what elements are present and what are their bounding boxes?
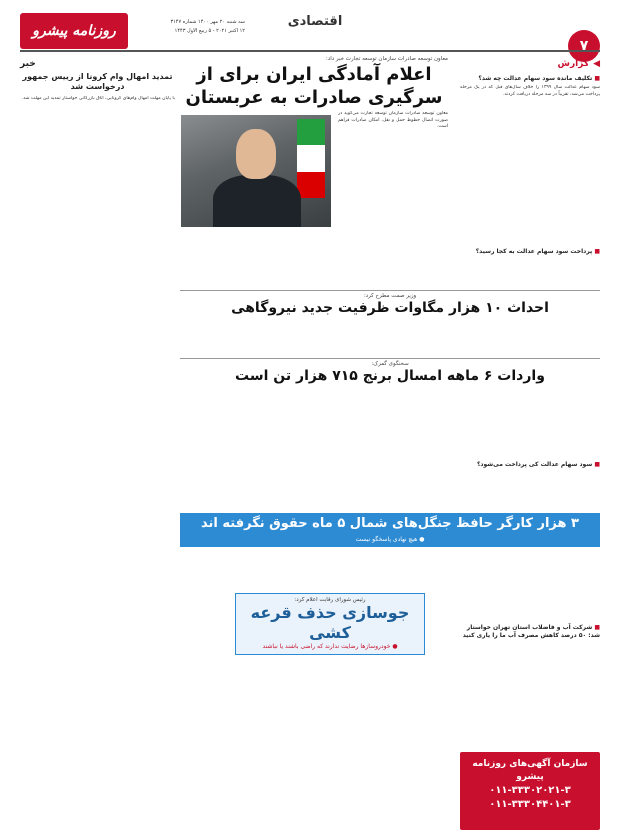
- newspaper-logo: روزنامه پیشرو: [20, 13, 128, 49]
- lead-headline: اعلام آمادگی ایران برای از سرگیری صادرات به عربستان: [185, 64, 443, 108]
- story-3-col-2: [322, 388, 458, 508]
- person-silhouette-body: [213, 175, 301, 227]
- right-title-3-text: سود سهام عدالت کی پرداخت می‌شود؟: [476, 461, 593, 468]
- lead-story: [180, 56, 448, 281]
- right-text-1: [460, 85, 600, 245]
- right-title-2-text: پرداخت سود سهام عدالت به کجا رسید؟: [475, 248, 593, 255]
- person-silhouette-head: [236, 129, 276, 179]
- ad-phone-1: ۰۱۱-۳۳۳۰۲۰۲۱-۳: [489, 785, 571, 796]
- lead-body-content: معاون توسعه صادرات سازمان توسعه تجارت می‌گوید در صورت اتصال خطوط حمل و نقل، امکان صادرات فراهم است.: [338, 111, 448, 130]
- right-column-header-label: گزارش: [557, 59, 590, 69]
- issue-line-2: ۱۲ اکتبر ۲۰۲۱ - ۵ ربیع الاول ۱۴۴۳: [174, 28, 245, 34]
- right-text-1-content: سود سهام عدالت سال ۱۳۹۹ را خلاف سال‌های قبل که در یک مرحله پرداخت می‌شد، تقریباً در سه مرحله دریافت کردند.: [460, 85, 600, 97]
- issue-line-1: سه شنبه ۲۰ مهر ۱۴۰۰ شماره ۳۱۴۷: [170, 19, 245, 25]
- banner-subheadline: ● هیچ نهادی پاسخگو نیست: [180, 535, 600, 547]
- story-3-col-1: [464, 388, 600, 508]
- lead-body-row: [180, 111, 448, 281]
- story-3-col-3: [180, 388, 316, 508]
- advertising-contact-box: [460, 752, 600, 830]
- issue-info: [135, 18, 245, 36]
- right-column-header: [558, 57, 600, 71]
- lottery-story-box: [235, 593, 425, 655]
- right-title-4: ■ شرکت آب و فاضلاب استان تهران خواستار شد: ۵۰ درصد کاهش مصرف آب ما را یاری کنید: [462, 624, 600, 639]
- masthead-divider: [20, 50, 600, 52]
- masthead: [20, 8, 600, 54]
- banner-headline: ۳ هزار کارگر حافظ جنگل‌های شمال ۵ ماه حقوق نگرفته اند: [201, 516, 579, 531]
- ad-phone-2: ۰۱۱-۳۳۳۰۴۴۰۱-۳: [489, 799, 571, 810]
- lottery-kicker: رئیس شورای رقابت اعلام کرد:: [294, 597, 366, 603]
- flag-graphic: [297, 119, 325, 199]
- lead-kicker: معاون توسعه صادرات سازمان توسعه تجارت خبر داد:: [325, 56, 448, 62]
- lead-photo: [181, 115, 331, 227]
- report-icon: ◀: [593, 59, 600, 69]
- lottery-headline: جوسازی حذف قرعه کشی: [250, 603, 410, 642]
- story-3-divider: [180, 358, 600, 359]
- lottery-subheadline: ● خودروسازها رضایت ندارند که راضی باشند یا نباشند: [262, 643, 398, 650]
- left-column: [20, 72, 175, 656]
- right-title-4-text: شرکت آب و فاضلاب استان تهران خواستار شد: ۵۰ درصد کاهش مصرف آب ما را یاری کنید: [462, 624, 600, 639]
- story-2-headline: احداث ۱۰ هزار مگاوات ظرفیت جدید نیروگاهی: [231, 300, 549, 316]
- lottery-subheadline-text: خودروسازها رضایت ندارند که راضی باشند یا نباشند: [262, 643, 391, 650]
- forest-workers-banner: [180, 513, 600, 547]
- right-title-3: ■ سود سهام عدالت کی پرداخت می‌شود؟: [476, 461, 600, 468]
- page-number-badge: ۷: [568, 30, 600, 62]
- ad-title: سازمان آگهی‌های روزنامه پیشرو: [472, 759, 588, 782]
- left-column-header: [20, 57, 36, 71]
- left-body: [20, 96, 175, 656]
- right-title-2: ■ پرداخت سود سهام عدالت به کجا رسید؟: [475, 248, 600, 255]
- right-title-1: ■ تکلیف مانده سود سهام عدالت چه شد؟: [478, 75, 600, 82]
- banner-subheadline-text: هیچ نهادی پاسخگو نیست: [355, 536, 418, 543]
- story-3-kicker: سخنگوی گمرک:: [371, 361, 409, 367]
- left-headline: تمدید امهال وام کرونا از رییس جمهور درخواست شد: [22, 72, 173, 91]
- left-column-header-label: خبر: [20, 59, 36, 69]
- story-3-body: [180, 388, 600, 508]
- story-2-divider: [180, 290, 600, 291]
- left-body-content: با پایان مهلت امهال وام‌های کرونایی، اتاق بازرگانی خواستار تمدید این مهلت شد.: [21, 96, 175, 101]
- story-3-headline: واردات ۶ ماهه امسال برنج ۷۱۵ هزار تن است: [235, 368, 545, 384]
- lead-body: [338, 111, 448, 281]
- story-rice-imports: [180, 358, 600, 508]
- right-title-1-text: تکلیف مانده سود سهام عدالت چه شد؟: [478, 75, 593, 82]
- section-title: اقتصادی: [287, 14, 343, 29]
- story-2-kicker: وزیر صمت مطرح کرد:: [363, 293, 417, 299]
